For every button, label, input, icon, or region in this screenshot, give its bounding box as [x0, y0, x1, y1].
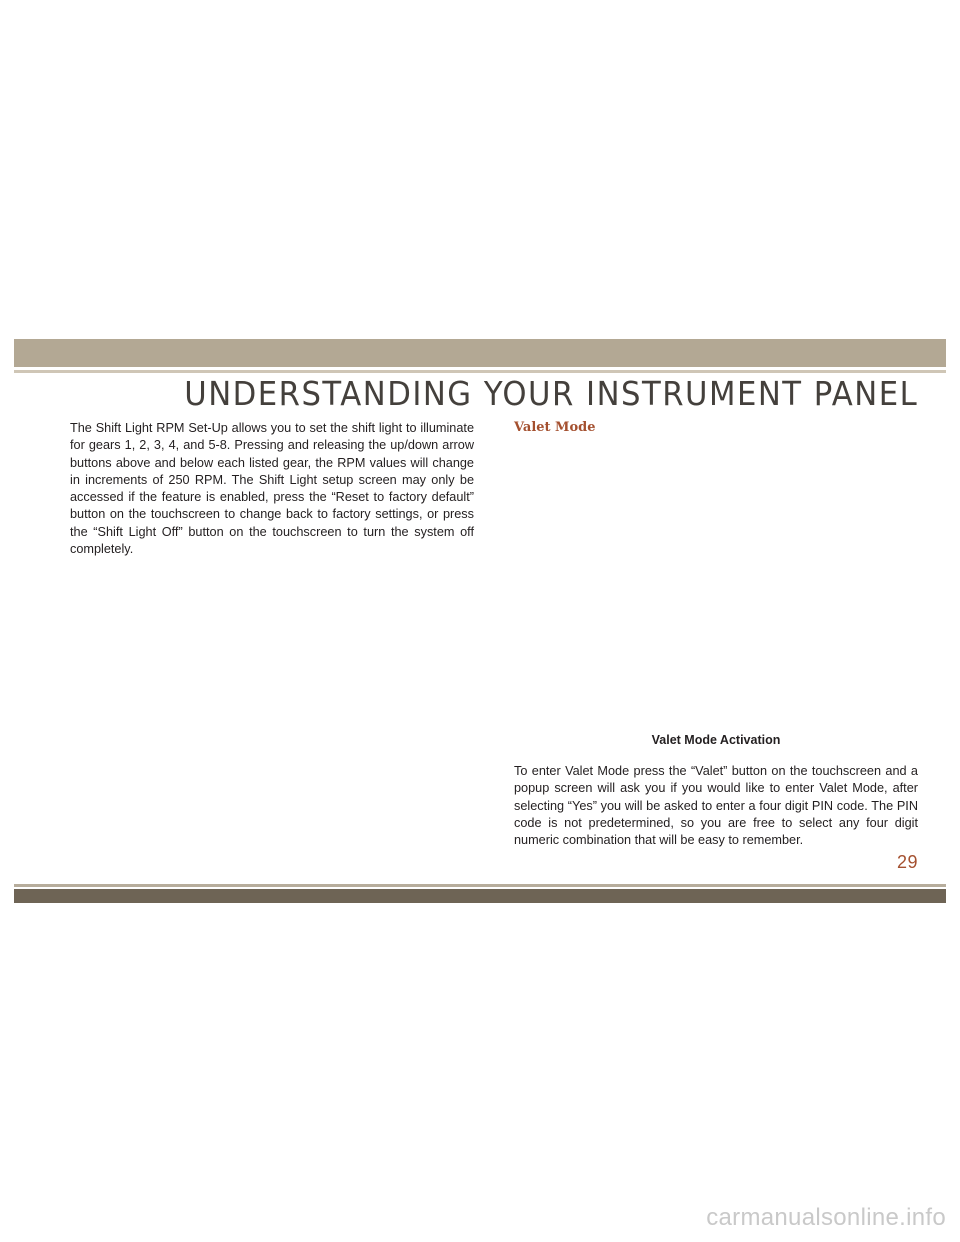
section-title: UNDERSTANDING YOUR INSTRUMENT PANEL: [184, 374, 918, 413]
valet-mode-heading: Valet Mode: [514, 420, 596, 435]
watermark[interactable]: carmanualsonline.info: [706, 1204, 946, 1231]
header-rule: [14, 370, 946, 373]
valet-mode-paragraph: To enter Valet Mode press the “Valet” button on the touchscreen and a popup screen will ask you if you would like to enter Valet Mode, after selecting “Yes” you will be asked to enter a four digit PIN code. The PIN code is not predetermined, so you are free to select any four digit numeric combination that will be easy to remember.: [514, 764, 918, 848]
footer-rule: [14, 884, 946, 887]
footer-band: [14, 889, 946, 903]
valet-mode-figure: [514, 440, 918, 725]
shift-light-paragraph: The Shift Light RPM Set-Up allows you to set the shift light to illuminate for gears 1, 2, 3, 4, and 5-8. Pressing and releasing the up/down arrow buttons above and below each listed gear, the RPM values will change in increments of 250 RPM. The Shift Light setup screen may only be accessed if the feature is enabled, press the “Reset to factory default” button on the touchscreen to change back to factory settings, or press the “Shift Light Off” button on the touchscreen to turn the system off completely.: [70, 421, 474, 557]
figure-caption: Valet Mode Activation: [651, 733, 781, 747]
header-band: [14, 339, 946, 367]
page-number: 29: [896, 852, 918, 872]
